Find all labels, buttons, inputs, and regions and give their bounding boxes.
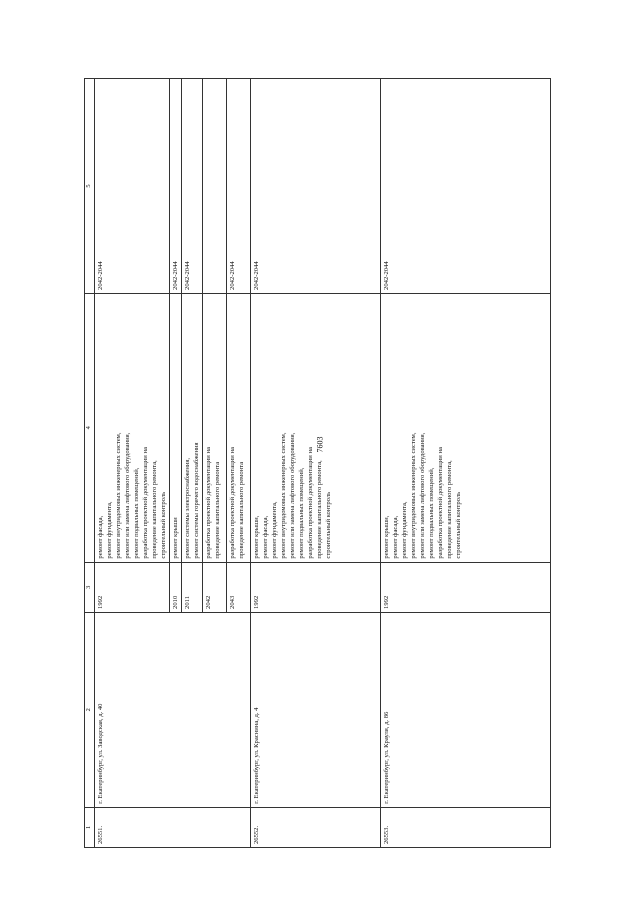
works-cell [170,293,182,562]
work-item: проведение капитального ремонта, [151,460,158,559]
work-item: разработка проектной документации на [205,447,212,559]
period-cell: 2042-2044 [170,79,182,294]
year-cell: 1992 [381,562,551,612]
work-item: строительный контроль [160,491,167,559]
period-cell: 2042-2044 [95,79,170,294]
work-item: разработка проектной документации на [229,447,236,559]
row-number-cell: 26551. [95,807,251,847]
work-item: проведение капитального ремонта, [446,460,453,559]
work-item: ремонт системы электроснабжения, [184,457,191,559]
period-cell: 2042-2044 [227,79,251,294]
work-item: строительный контроль [325,491,332,559]
work-item: разработка проектной документации на [142,447,149,559]
header-cell: 1 [85,807,95,847]
work-item: ремонт крыши, [253,515,260,559]
table-row [381,79,551,848]
year-cell: 2043 [227,562,251,612]
work-item: ремонт фасада, [97,515,104,559]
work-item: ремонт фундамента, [271,501,278,559]
work-item: ремонт крыши [172,517,179,559]
table-row [95,79,170,848]
row-number-cell: 26552. [251,807,381,847]
rotated-table-wrapper [84,78,542,848]
header-cell: 5 [85,79,95,294]
address-cell: г. Екатеринбург, ул. Краснина, д. 4 [251,612,381,807]
address-cell: г. Екатеринбург, ул. Крауля, д. 86 [381,612,551,807]
work-item: ремонт или замена лифтового оборудования, [419,432,426,559]
works-cell [381,293,551,562]
work-item: ремонт фасада, [392,515,399,559]
work-item: ремонт фундамента, [401,501,408,559]
header-cell: 4 [85,293,95,562]
row-number-cell: 26553. [381,807,551,847]
work-item: ремонт фундамента, [106,501,113,559]
work-item: разработка проектной документации на [307,447,314,559]
works-cell [251,293,381,562]
work-item: проведение капитального ремонта [238,461,245,559]
year-cell: 2011 [182,562,203,612]
work-item: ремонт внутридомовых инженерных систем, [115,432,122,559]
work-item: ремонт подвальных помещений, [298,467,305,559]
works-cell [95,293,170,562]
page-number: 7603 [315,436,325,453]
work-item: ремонт подвальных помещений, [133,467,140,559]
work-item: проведение капитального ремонта, [316,460,323,559]
period-cell: 2042-2044 [251,79,381,294]
work-item: ремонт подвальных помещений, [428,467,435,559]
year-cell: 2042 [203,562,227,612]
capital-repair-table [84,78,551,848]
header-row [85,79,95,848]
table-row [251,79,381,848]
work-item: проведение капитального ремонта [214,461,221,559]
work-item: ремонт внутридомовых инженерных систем, [410,432,417,559]
works-cell [182,293,203,562]
address-cell: г. Екатеринбург, ул. Заводская, д. 40 [95,612,251,807]
works-cell [203,293,227,562]
work-item: разработка проектной документации на [437,447,444,559]
works-cell [227,293,251,562]
header-cell: 3 [85,562,95,612]
work-item: ремонт системы горячего водоснабжения [193,442,200,559]
period-cell [203,79,227,294]
period-cell: 2042-2044 [381,79,551,294]
year-cell: 2010 [170,562,182,612]
work-item: ремонт крыши, [383,515,390,559]
work-item: ремонт фасада, [262,515,269,559]
work-item: ремонт или замена лифтового оборудования, [124,432,131,559]
work-item: ремонт внутридомовых инженерных систем, [280,432,287,559]
header-cell: 2 [85,612,95,807]
year-cell: 1992 [95,562,170,612]
year-cell: 1992 [251,562,381,612]
work-item: строительный контроль [455,491,462,559]
work-item: ремонт или замена лифтового оборудования, [289,432,296,559]
period-cell: 2042-2044 [182,79,203,294]
